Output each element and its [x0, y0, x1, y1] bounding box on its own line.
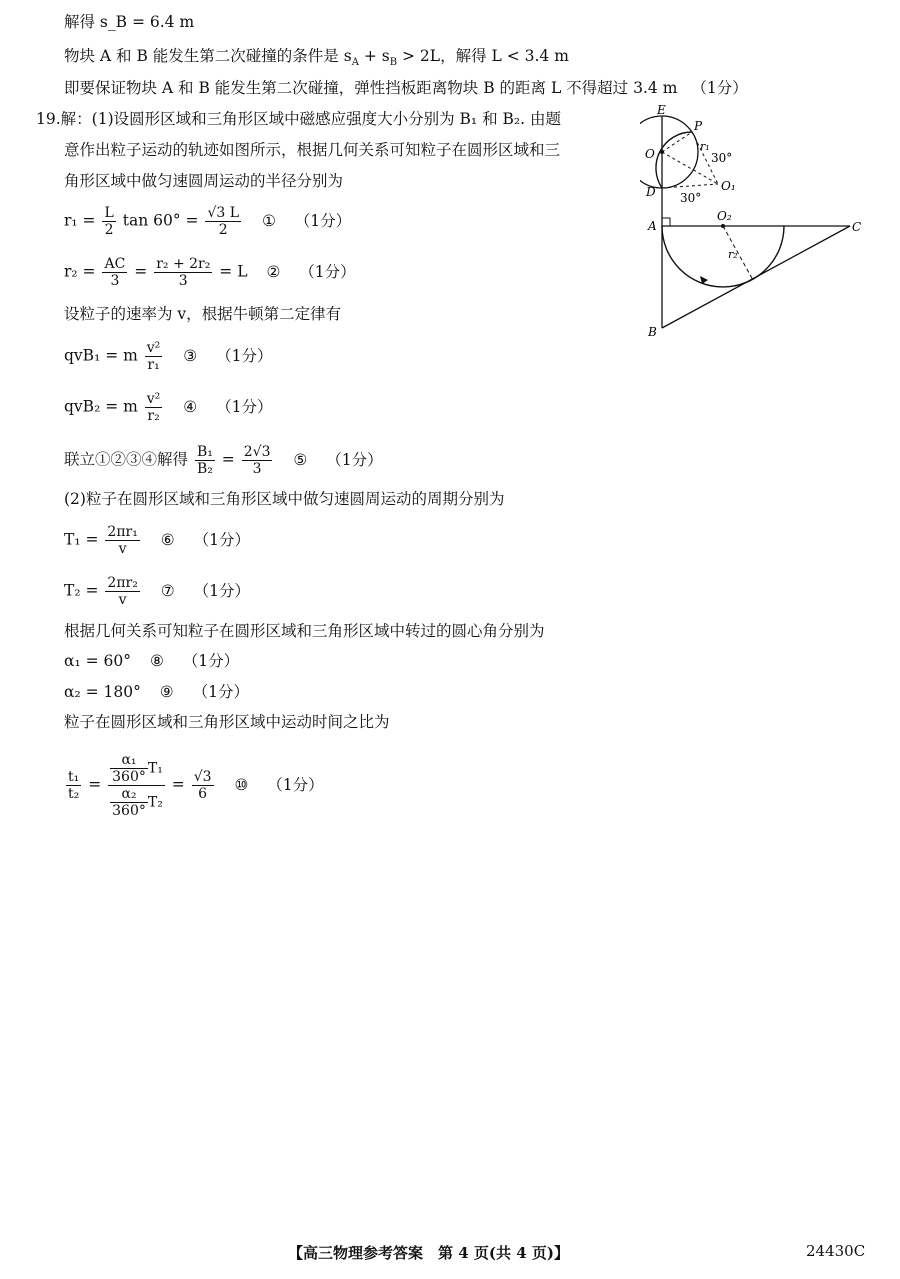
label-o1: O₁: [721, 179, 736, 193]
eq1-points: （1分）: [294, 211, 352, 230]
angle-text: 根据几何关系可知粒子在圆形区域和三角形区域中转过的圆心角分别为: [64, 622, 545, 640]
collision-condition-line: [64, 46, 569, 73]
eq2-rhs: = L: [219, 262, 248, 281]
eq10-lhs-fraction: [66, 769, 81, 802]
right-angle-mark: [662, 218, 670, 226]
equation-2: [64, 256, 356, 289]
eq6-fraction: [105, 524, 139, 557]
eq8-points: （1分）: [182, 652, 240, 670]
points-label: （1分）: [691, 79, 748, 97]
eq10-big-den: [108, 786, 165, 819]
equation-9: [64, 682, 249, 702]
eq4-num: v²: [146, 391, 161, 407]
q19-intro-line1: [36, 109, 561, 129]
eq10-rhs-fraction: [192, 769, 214, 802]
eq6-num: 2πr₁: [107, 524, 138, 540]
eq1-fraction: [102, 205, 115, 238]
eq4-mark: ④: [183, 397, 198, 416]
equation-3: [64, 340, 272, 373]
footer-title: 【高三物理参考答案 第 4 页(共 4 页)】: [288, 1244, 569, 1262]
eq1-den2: 2: [218, 222, 228, 238]
eq5-fraction: [195, 444, 215, 477]
eq3-lhs: qvB₁ = m: [64, 346, 138, 365]
eq2-den2: 3: [178, 273, 188, 289]
equation-10: $\frac{\text{t₁}}{\text{t₂}}$ = $\frac{\text{α₁}}{360^\circ}$ T₁ $\frac{\text{α₂}}{360^\circ}$ T₂ = $\frac{√3}{6}$ ⑩ （1分）: [68, 752, 324, 819]
eq5-lhs: 联立①②③④解得: [64, 450, 189, 469]
eq2-fraction-2: [154, 256, 212, 289]
solve-sb-text: 解得 s_B = 6.4 m: [64, 13, 195, 31]
trajectory-arc-2: [662, 226, 784, 287]
eq5-num: B₁: [196, 444, 213, 460]
eq4-den: r₂: [147, 408, 160, 424]
eq9-mark: ⑨: [159, 683, 174, 701]
eq6-lhs: T₁ =: [64, 530, 99, 549]
trajectory-figure: [640, 100, 880, 340]
question-number: 19.: [36, 110, 61, 128]
cond-sub-b: B: [389, 57, 398, 69]
q19-intro-line3: [64, 171, 343, 191]
eq10-mark: ⑩: [234, 775, 249, 794]
label-e: E: [657, 103, 666, 117]
eq4-points: （1分）: [216, 397, 273, 416]
cond-text-c: + s: [358, 47, 390, 65]
eq5-num2: 2√3: [243, 444, 271, 460]
eq10-b-T: T₂: [147, 794, 163, 811]
eq5-den: B₂: [196, 461, 213, 477]
equation-4: [64, 391, 272, 424]
eq10-a-den: 360°: [112, 769, 146, 785]
eq2-fraction: [102, 256, 127, 289]
eq2-num2: r₂ + 2r₂: [156, 256, 211, 272]
eq2-num: AC: [104, 256, 126, 272]
speed-text-line: [64, 304, 341, 324]
eq7-den: v: [118, 592, 127, 608]
part2-line: [64, 489, 504, 509]
eq7-mark: ⑦: [160, 581, 175, 600]
eq8-text: α₁ = 60°: [64, 652, 131, 670]
eq2-mark: ②: [266, 262, 281, 281]
eq1-num: L: [104, 205, 114, 221]
footer-code: 24430C: [806, 1242, 866, 1260]
eq7-lhs: T₂ =: [64, 581, 99, 600]
eq1-mark: ①: [261, 211, 276, 230]
eq3-mark: ③: [183, 346, 198, 365]
label-c: C: [852, 220, 862, 234]
label-o: O: [645, 147, 655, 161]
eq9-text: α₂ = 180°: [64, 683, 141, 701]
eq10-points: （1分）: [267, 775, 324, 794]
label-o2: O₂: [717, 209, 732, 223]
eq6-den: v: [118, 541, 127, 557]
eq1-fraction-2: [205, 205, 241, 238]
label-r2: r₂: [728, 248, 738, 261]
eq5-points: （1分）: [326, 450, 383, 469]
label-a: A: [648, 219, 657, 233]
eq10-rhs-num: √3: [193, 769, 212, 785]
part2-text: (2)粒子在圆形区域和三角形区域中做匀速圆周运动的周期分别为: [64, 490, 505, 508]
eq9-points: （1分）: [192, 683, 250, 701]
distance-text: 即要保证物块 A 和 B 能发生第二次碰撞，弹性挡板距离物块 B 的距离 L 不得超过 3.4 m: [64, 79, 678, 97]
eq10-num: t₁: [68, 769, 80, 785]
intro-text-3: 角形区域中做匀速圆周运动的半径分别为: [64, 172, 344, 190]
eq1-num2: √3 L: [207, 205, 240, 221]
eq3-points: （1分）: [216, 346, 273, 365]
label-angle-1: 30°: [711, 151, 733, 165]
label-p: P: [694, 119, 703, 133]
label-d: D: [646, 185, 656, 199]
eq8-mark: ⑧: [149, 652, 164, 670]
eq10-b-den: 360°: [112, 803, 146, 819]
eq10-big-num: [108, 752, 165, 786]
intro-text-1: 解：(1)设圆形区域和三角形区域中磁感应强度大小分别为 B₁ 和 B₂. 由题: [60, 110, 561, 128]
eq6-points: （1分）: [193, 530, 250, 549]
eq10-a-T: T₁: [147, 760, 163, 777]
eq7-fraction: [105, 575, 139, 608]
eq10-b-num: α₂: [110, 786, 148, 803]
eq1-lhs: r₁ =: [64, 211, 96, 230]
eq2-equals: =: [134, 262, 148, 281]
eq2-lhs: r₂ =: [64, 262, 96, 281]
eq1-den: 2: [104, 222, 114, 238]
equation-8: [64, 651, 239, 671]
eq6-mark: ⑥: [160, 530, 175, 549]
time-text-line: [64, 712, 390, 732]
cond-sub-a: A: [351, 57, 359, 69]
q19-intro-line2: [64, 140, 560, 160]
speed-text: 设粒子的速率为 v，根据牛顿第二定律有: [64, 305, 342, 323]
cond-text-e: > 2L，解得 L < 3.4 m: [397, 47, 569, 65]
time-text: 粒子在圆形区域和三角形区域中运动时间之比为: [64, 713, 390, 731]
eq10-big-fraction: [108, 752, 165, 819]
equation-6: [64, 524, 250, 557]
oo1-dashed: [662, 152, 718, 184]
label-b: B: [648, 325, 657, 339]
eq2-points: （1分）: [299, 262, 356, 281]
angle-text-line: [64, 621, 545, 641]
eq3-den: r₁: [147, 357, 160, 373]
eq5-den2: 3: [252, 461, 262, 477]
label-angle-2: 30°: [680, 191, 702, 205]
eq5-equals: =: [221, 450, 235, 469]
solve-sb-line: [64, 12, 194, 32]
eq5-mark: ⑤: [293, 450, 308, 469]
equation-5: [64, 444, 383, 477]
eq3-fraction: [145, 340, 163, 373]
eq3-num: v²: [146, 340, 161, 356]
eq10-a-num: α₁: [110, 752, 148, 769]
equation-1: [64, 205, 351, 238]
eq4-fraction: [145, 391, 163, 424]
equation-7: [64, 575, 250, 608]
eq5-fraction-2: [242, 444, 273, 477]
do1-dashed: [662, 184, 718, 188]
cond-text-a: 物块 A 和 B 能发生第二次碰撞的条件是 s: [64, 47, 352, 65]
eq4-lhs: qvB₂ = m: [64, 397, 138, 416]
eq1-mid: tan 60° =: [122, 211, 199, 230]
eq7-num: 2πr₂: [107, 575, 138, 591]
intro-text-2: 意作出粒子运动的轨迹如图所示，根据几何关系可知粒子在圆形区域和三: [64, 141, 561, 159]
distance-limit-line: [64, 78, 748, 98]
eq10-den: t₂: [68, 786, 80, 802]
label-r1: r₁: [700, 140, 710, 153]
trajectory-arc-1: [656, 132, 692, 188]
eq10-rhs-den: 6: [198, 786, 208, 802]
eq2-den: 3: [110, 273, 120, 289]
eq7-points: （1分）: [193, 581, 250, 600]
